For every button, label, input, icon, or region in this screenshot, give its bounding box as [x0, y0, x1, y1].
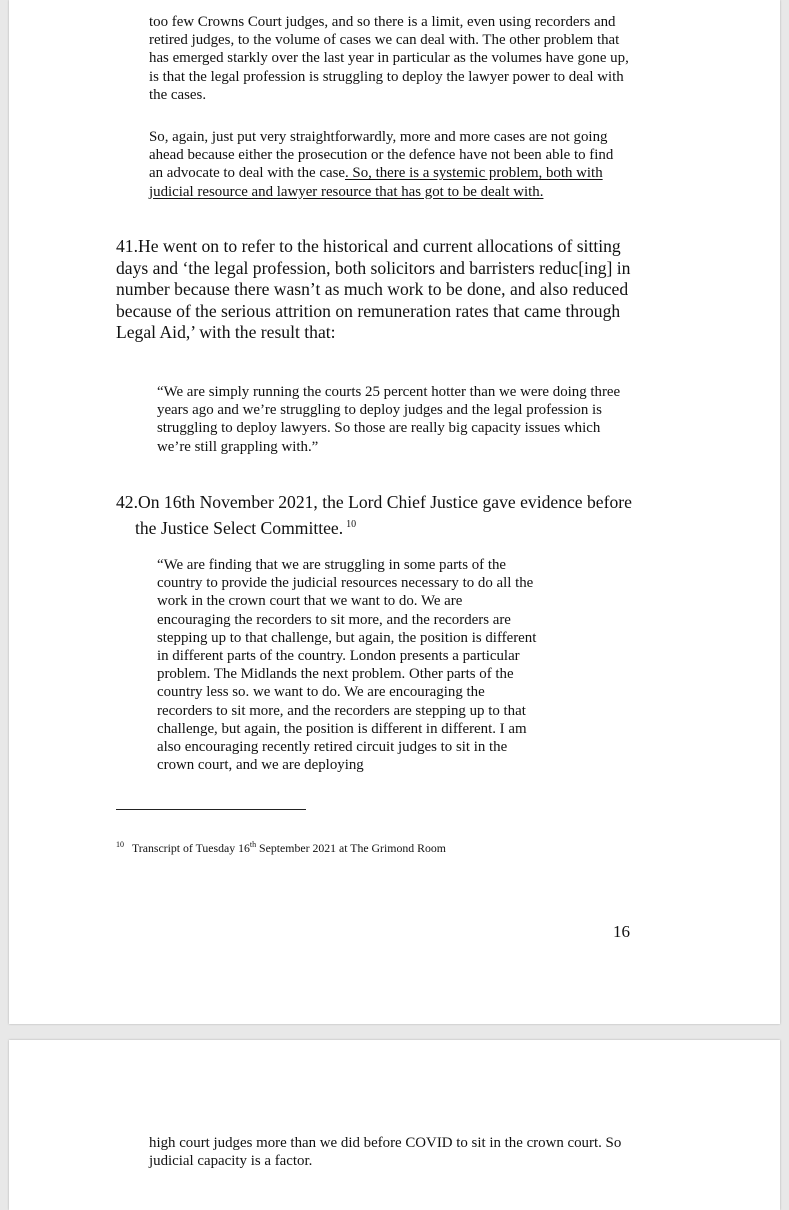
paragraph-text-line2: the Justice Select Committee.	[135, 517, 344, 538]
quote-text: too few Crowns Court judges, and so there is a limit, even using recorders and retired judges, to the volume of cases we can deal with. The other problem that has emerged starkly over the last year in particular as the volumes have gone up, is that the legal profession is struggling to deploy the lawyer power to deal with the cases.	[149, 14, 629, 103]
footnote-mark: 10	[116, 840, 124, 849]
quote-block-systemic	[149, 128, 629, 201]
document-page-16	[9, 0, 780, 1024]
paragraph-number: 42.	[116, 492, 138, 512]
quote-block-continued	[149, 1134, 629, 1170]
footnote-text-before: Transcript of Tuesday 16	[132, 841, 250, 855]
document-page-17	[9, 1040, 780, 1210]
footnote-divider	[116, 809, 306, 810]
footnote-10	[116, 838, 446, 855]
footnote-text-after: September 2021 at The Grimond Room	[256, 841, 446, 855]
quote-text-plain: So, again, just put very straightforwardly, more and more cases are not going ahead because either the prosecution or the defence have not been able to find an advocate to deal with the case	[149, 129, 614, 182]
paragraph-text-line2-wrap	[116, 514, 636, 540]
quote-text: “We are finding that we are struggling in some parts of the country to provide the judicial resources necessary to do all the work in the crown court that we want to do. We are encouraging the recorders to sit more, and the recorders are stepping up to that challenge, but again, the position is different in different parts of the country. London presents a particular problem. The Midlands the next problem. Other parts of the country less so. we want to do. We are encouraging the recorders to sit more, and the recorders are stepping up to that challenge, but again, the position is different in different. I am also encouraging recently retired circuit judges to sit in the crown court, and we are deploying	[157, 557, 537, 774]
paragraph-text-line1: On 16th November 2021, the Lord Chief Justice gave evidence before	[138, 492, 632, 512]
quote-block-42	[157, 556, 537, 774]
paragraph-41	[116, 236, 636, 344]
quote-text	[149, 128, 629, 201]
quote-block-41	[157, 383, 627, 456]
quote-text: high court judges more than we did before COVID to sit in the crown court. So judicial capacity is a factor.	[149, 1135, 622, 1170]
quote-text-underlined: . So, there is a systemic problem, both with judicial resource and lawyer resource that has got to be dealt with.	[149, 165, 603, 200]
quote-block-continued	[149, 13, 629, 104]
paragraph-text: He went on to refer to the historical and current allocations of sitting days and ‘the legal profession, both solicitors and barristers reduc[ing] in number because there wasn’t as much work to be done, and also reduced because of the serious attrition on remuneration rates that came through Legal Aid,’ with the result that:	[116, 236, 631, 343]
footnote-ordinal: th	[249, 840, 257, 849]
footnote-reference[interactable]: 10	[346, 518, 357, 530]
paragraph-number: 41.	[116, 236, 138, 256]
page-number: 16	[613, 922, 630, 941]
paragraph-42	[116, 492, 636, 539]
quote-text: “We are simply running the courts 25 percent hotter than we were doing three years ago and we’re struggling to deploy judges and the legal profession is struggling to deploy lawyers. So those are really big capacity issues which we’re still grappling with.”	[157, 384, 621, 455]
